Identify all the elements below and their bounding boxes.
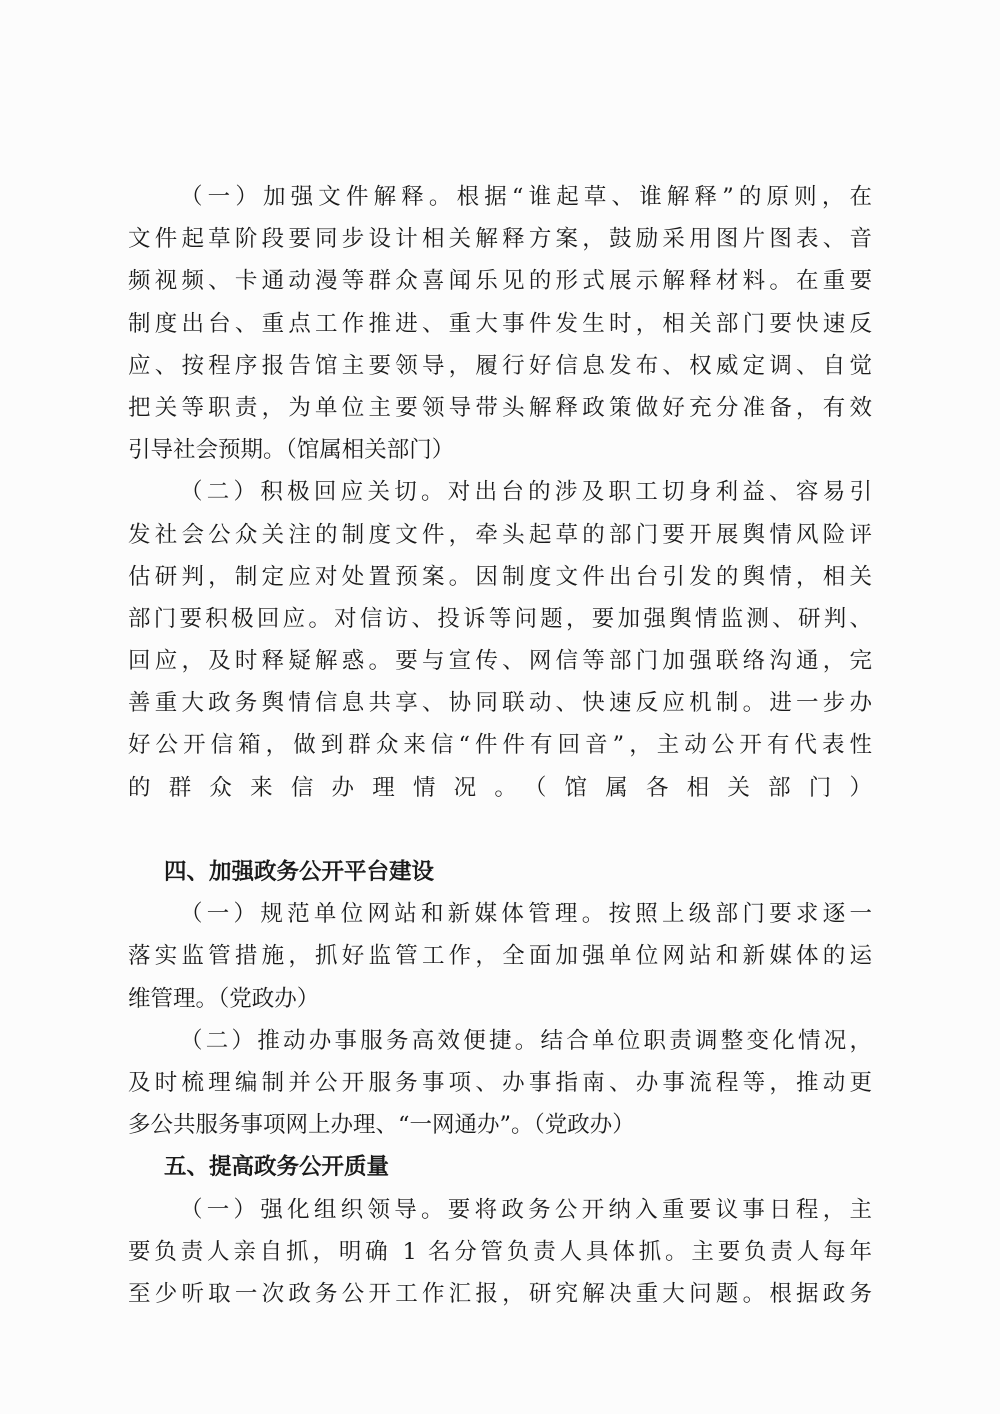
text-line: 善重大政务舆情信息共享、协同联动、快速反应机制。进一步办 [128, 690, 872, 717]
text-line: （一）强化组织领导。要将政务公开纳入重要议事日程，主 [180, 1196, 872, 1223]
text-line: 多公共服务事项网上办理、“一网通办”。（党政办） [128, 1112, 635, 1139]
paragraph-website-management [128, 893, 872, 1020]
text-line: （二）积极回应关切。对出台的涉及职工切身利益、容易引 [180, 479, 872, 506]
section-heading-quality: 五、提高政务公开质量 [164, 1154, 390, 1181]
text-line: 维管理。（党政办） [128, 985, 320, 1012]
text-line: （一）加强文件解释。根据“谁起草、谁解释”的原则，在 [180, 184, 872, 210]
text-line: 应、按程序报告馆主要领导，履行好信息发布、权威定调、自觉 [128, 352, 872, 379]
section-heading-platform: 四、加强政务公开平台建设 [164, 859, 435, 885]
text-line: 至少听取一次政务公开工作汇报，研究解决重大问题。根据政务 [128, 1280, 872, 1307]
text-line: 要负责人亲自抓，明确 1 名分管负责人具体抓。主要负责人每年 [128, 1238, 872, 1265]
text-line: 频视频、卡通动漫等群众喜闻乐见的形式展示解释材料。在重要 [128, 268, 872, 295]
text-line: 发社会公众关注的制度文件，牵头起草的部门要开展舆情风险评 [128, 521, 872, 548]
text-line: 引导社会预期。（馆属相关部门） [128, 437, 455, 464]
text-line: （一）规范单位网站和新媒体管理。按照上级部门要求逐一 [180, 901, 872, 928]
paragraph-service-efficiency [128, 1020, 872, 1147]
text-line: 把关等职责，为单位主要领导带头解释政策做好充分准备，有效 [128, 394, 872, 421]
text-line: 估研判，制定应对处置预案。因制度文件出台引发的舆情，相关 [128, 563, 872, 590]
paragraph-respond-concerns [128, 471, 872, 851]
paragraph-document-interpretation [128, 176, 872, 471]
text-line: 制度出台、重点工作推进、重大事件发生时，相关部门要快速反 [128, 310, 872, 337]
paragraph-organizational-leadership [128, 1189, 872, 1316]
text-line: 落实监管措施，抓好监管工作，全面加强单位网站和新媒体的运 [128, 943, 872, 970]
text-line: 好公开信箱，做到群众来信“件件有回音”，主动公开有代表性 [128, 732, 872, 759]
text-line [128, 809, 872, 851]
text-line: 及时梳理编制并公开服务事项、办事指南、办事流程等，推动更 [128, 1069, 872, 1096]
text-line: 文件起草阶段要同步设计相关解释方案，鼓励采用图片图表、音 [128, 226, 872, 253]
text-line: （二）推动办事服务高效便捷。结合单位职责调整变化情况， [180, 1027, 872, 1054]
text-line: 的群众来信办理情况。（馆属各相关部门） [128, 774, 872, 801]
text-line: 部门要积极回应。对信访、投诉等问题，要加强舆情监测、研判、 [128, 605, 872, 632]
text-line: 回应，及时释疑解惑。要与宣传、网信等部门加强联络沟通，完 [128, 648, 872, 675]
document-body [128, 176, 872, 1315]
